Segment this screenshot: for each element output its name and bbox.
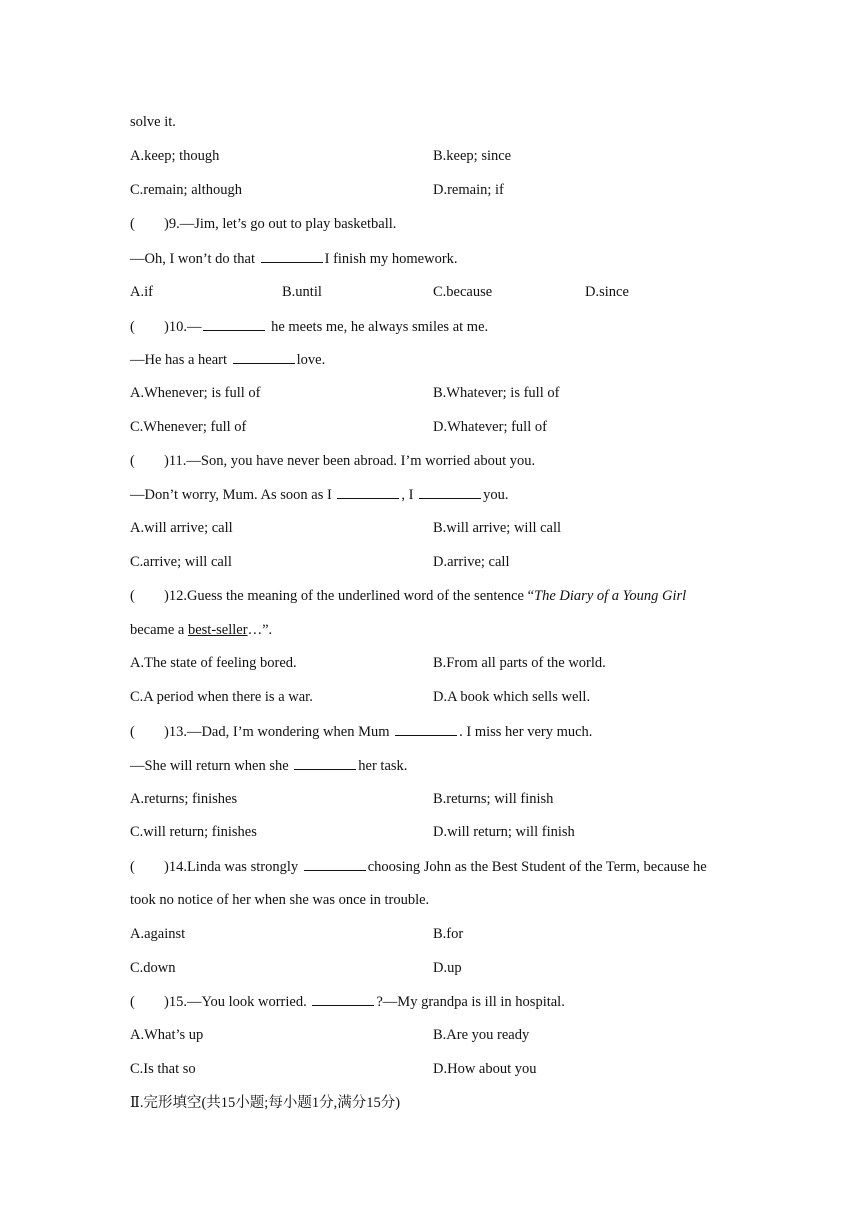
answer-paren: ( xyxy=(130,724,135,740)
question-13 xyxy=(130,722,592,741)
answer-paren: ( xyxy=(130,859,135,875)
option-c: C.because xyxy=(433,284,493,300)
text: —Don’t worry, Mum. As soon as I xyxy=(130,487,336,503)
text: —She will return when she xyxy=(130,758,293,774)
blank xyxy=(233,350,295,364)
text: —Oh, I won’t do that xyxy=(130,251,259,267)
option-d: D.A book which sells well. xyxy=(433,689,591,705)
question-14-cont: took no notice of her when she was once in trouble. xyxy=(130,892,430,908)
question-text: )11.—Son, you have never been abroad. I’m worried about you. xyxy=(164,453,536,469)
blank xyxy=(304,857,366,871)
option-c: C.Whenever; full of xyxy=(130,419,247,435)
question-11 xyxy=(130,452,535,470)
question-13-reply xyxy=(130,756,407,775)
text: I finish my homework. xyxy=(324,251,458,267)
question-9 xyxy=(130,215,396,233)
blank xyxy=(312,992,374,1006)
option-d: D.will return; will finish xyxy=(433,824,575,840)
question-text: )12.Guess the meaning of the underlined word of the sentence “ xyxy=(164,588,535,604)
option-a: A.keep; though xyxy=(130,148,220,164)
blank xyxy=(294,756,356,770)
book-title: The Diary of a Young Girl xyxy=(534,588,687,604)
option-a: A.Whenever; is full of xyxy=(130,385,261,401)
option-d: D.remain; if xyxy=(433,182,504,198)
option-c: C.will return; finishes xyxy=(130,824,257,840)
text-line: solve it. xyxy=(130,114,176,130)
question-10-reply xyxy=(130,350,325,369)
option-c: C.remain; although xyxy=(130,182,242,198)
option-c: C.Is that so xyxy=(130,1061,196,1077)
option-d: D.up xyxy=(433,960,462,976)
question-12 xyxy=(130,587,686,605)
question-text: )15.—You look worried. xyxy=(164,994,311,1010)
option-a: A.The state of feeling bored. xyxy=(130,655,297,671)
option-b: B.keep; since xyxy=(433,148,512,164)
text: , I xyxy=(401,487,418,503)
blank xyxy=(261,249,323,263)
question-9-reply xyxy=(130,249,458,268)
text: you. xyxy=(483,487,509,503)
answer-paren: ( xyxy=(130,319,135,335)
question-10 xyxy=(130,317,488,336)
underlined-word: best-seller xyxy=(187,622,248,638)
question-text: . I miss her very much. xyxy=(459,724,593,740)
question-text: )10.— xyxy=(164,319,202,335)
option-a: A.if xyxy=(130,284,153,300)
option-a: A.What’s up xyxy=(130,1027,204,1043)
option-d: D.arrive; call xyxy=(433,554,510,570)
option-b: B.Are you ready xyxy=(433,1027,530,1043)
option-b: B.will arrive; will call xyxy=(433,520,562,536)
question-14 xyxy=(130,857,707,876)
option-b: B.until xyxy=(282,284,322,300)
option-d: D.How about you xyxy=(433,1061,537,1077)
question-text: ?—My grandpa is ill in hospital. xyxy=(376,994,565,1010)
option-a: A.will arrive; call xyxy=(130,520,233,536)
option-b: B.Whatever; is full of xyxy=(433,385,560,401)
option-b: B.for xyxy=(433,926,464,942)
question-text: )13.—Dad, I’m wondering when Mum xyxy=(164,724,394,740)
text: her task. xyxy=(358,758,408,774)
question-text: choosing John as the Best Student of the Term, because he xyxy=(367,859,707,875)
question-12-cont xyxy=(130,621,272,639)
answer-paren: ( xyxy=(130,588,135,604)
answer-paren: ( xyxy=(130,994,135,1010)
question-11-reply xyxy=(130,485,509,504)
option-a: A.returns; finishes xyxy=(130,791,238,807)
option-b: B.returns; will finish xyxy=(433,791,554,807)
option-c: C.A period when there is a war. xyxy=(130,689,313,705)
option-b: B.From all parts of the world. xyxy=(433,655,606,671)
blank xyxy=(337,485,399,499)
text: love. xyxy=(296,352,326,368)
blank xyxy=(395,722,457,736)
question-text: he meets me, he always smiles at me. xyxy=(267,319,489,335)
section-heading: Ⅱ.完形填空(共15小题;每小题1分,满分15分) xyxy=(130,1095,401,1111)
question-text: )9.—Jim, let’s go out to play basketball. xyxy=(164,216,397,232)
text: …”. xyxy=(247,622,273,638)
option-d: D.Whatever; full of xyxy=(433,419,547,435)
option-d: D.since xyxy=(585,284,629,300)
option-a: A.against xyxy=(130,926,186,942)
blank xyxy=(203,317,265,331)
blank xyxy=(419,485,481,499)
question-text: )14.Linda was strongly xyxy=(164,859,302,875)
answer-paren: ( xyxy=(130,453,135,469)
answer-paren: ( xyxy=(130,216,135,232)
option-c: C.arrive; will call xyxy=(130,554,232,570)
text: became a xyxy=(130,622,188,638)
text: —He has a heart xyxy=(130,352,231,368)
question-15 xyxy=(130,992,565,1011)
option-c: C.down xyxy=(130,960,176,976)
